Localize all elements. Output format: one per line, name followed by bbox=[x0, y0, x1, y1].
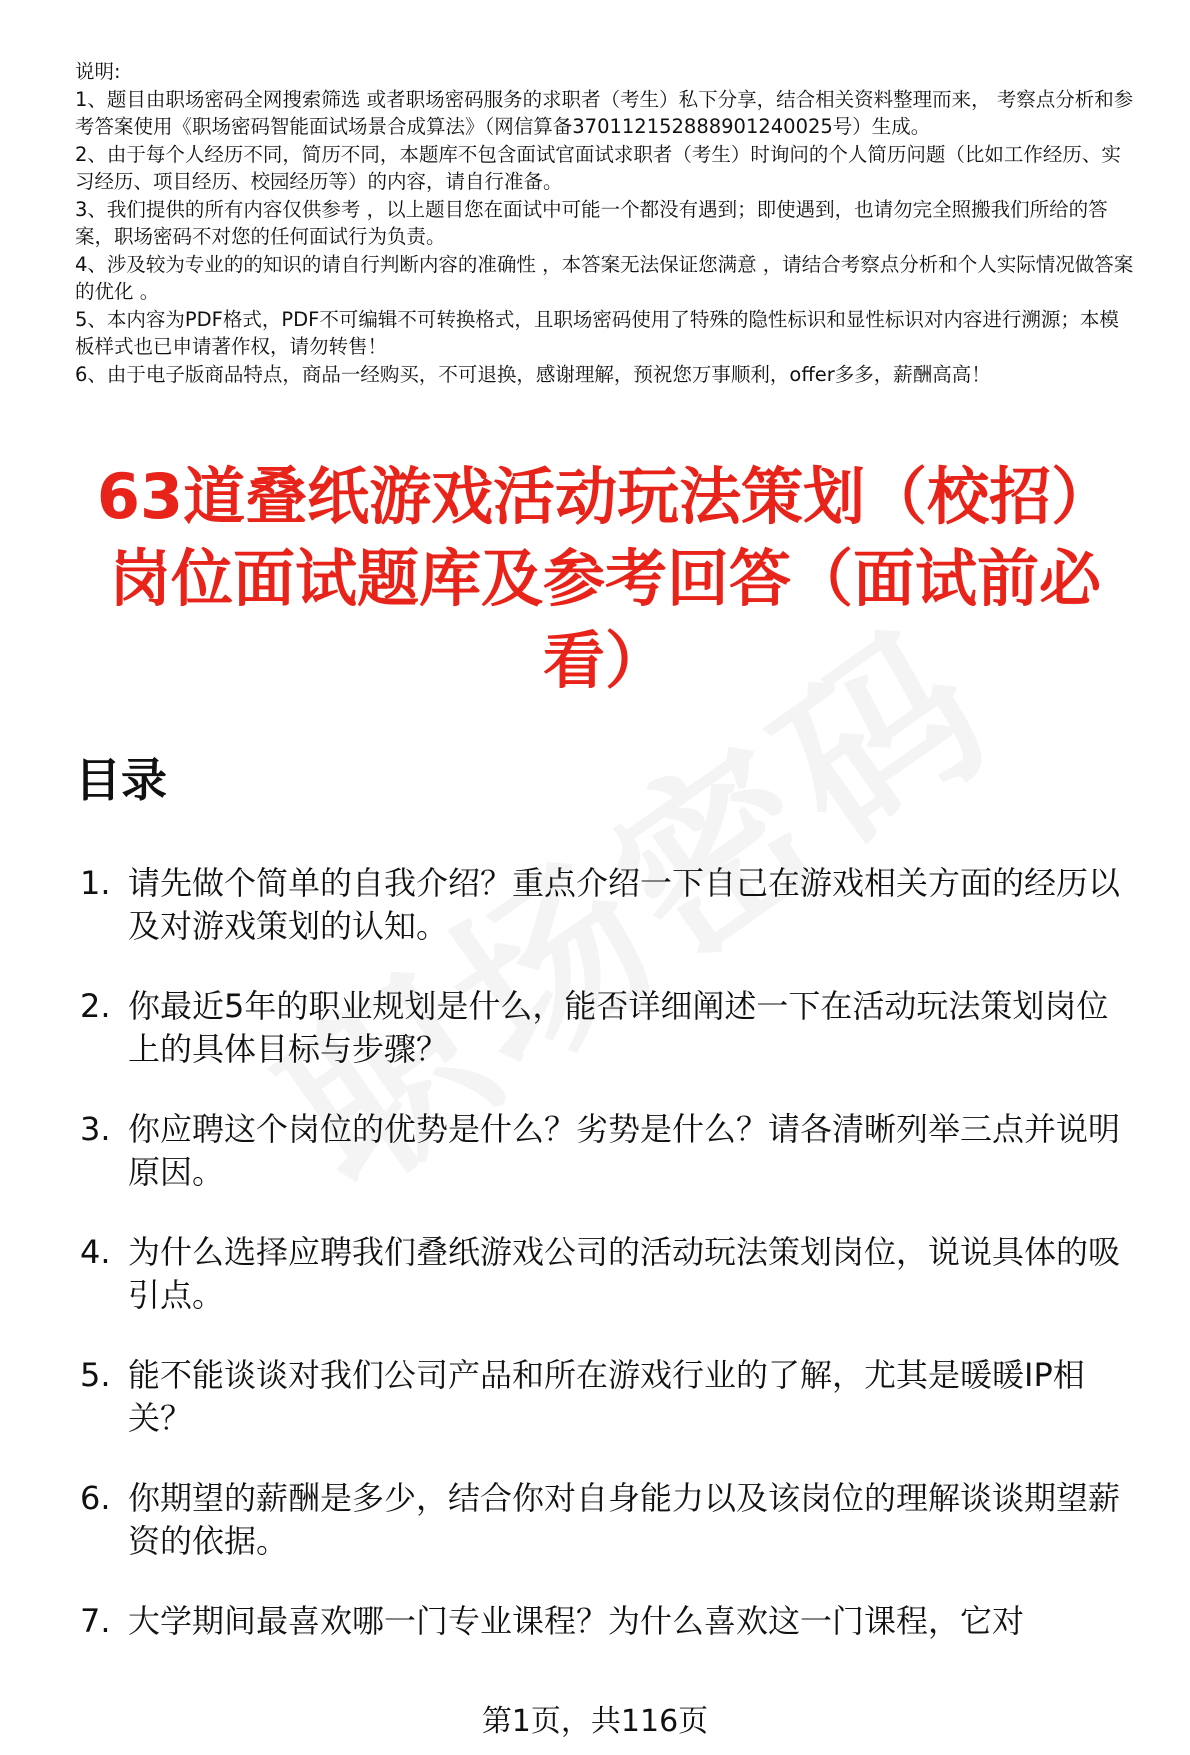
disclaimer-notes bbox=[75, 58, 1135, 388]
note-item-5: 5、本内容为PDF格式，PDF不可编辑不可转换格式，且职场密码使用了特殊的隐性标识和显性标识对内容进行溯源；本模板样式也已申请著作权，请勿转售！ bbox=[75, 307, 1119, 358]
document-title: 63道叠纸游戏活动玩法策划（校招）岗位面试题库及参考回答（面试前必看） bbox=[96, 460, 1114, 697]
toc-item-text: 为什么选择应聘我们叠纸游戏公司的活动玩法策划岗位，说说具体的吸引点。 bbox=[128, 1233, 1121, 1314]
toc-item-text: 你期望的薪酬是多少，结合你对自身能力以及该岗位的理解谈谈期望薪资的依据。 bbox=[128, 1479, 1121, 1560]
note-item-3: 3、我们提供的所有内容仅供参考 ，以上题目您在面试中可能一个都没有遇到；即使遇到，也请勿完全照搬我们所给的答案，职场密码不对您的任何面试行为负责。 bbox=[75, 197, 1108, 248]
toc-item-text: 请先做个简单的自我介绍？重点介绍一下自己在游戏相关方面的经历以及对游戏策划的认知。 bbox=[128, 864, 1121, 945]
toc-item-text: 大学期间最喜欢哪一门专业课程？为什么喜欢这一门课程，它对 bbox=[128, 1602, 1025, 1640]
toc-item-number: 3. bbox=[80, 1110, 111, 1148]
note-item-2: 2、由于每个人经历不同，简历不同，本题库不包含面试官面试求职者（考生）时询问的个人简历问题（比如工作经历、实习经历、项目经历、校园经历等）的内容，请自行准备。 bbox=[75, 142, 1121, 193]
toc-item-5[interactable] bbox=[75, 1354, 1135, 1440]
toc-item-number: 5. bbox=[80, 1356, 111, 1394]
toc-item-number: 1. bbox=[80, 864, 111, 902]
notes-heading: 说明: bbox=[75, 60, 121, 83]
note-item-4: 4、涉及较为专业的的知识的请自行判断内容的准确性 ，本答案无法保证您满意 ，请结合考察点分析和个人实际情况做答案的优化 。 bbox=[75, 252, 1134, 303]
toc-heading: 目录 bbox=[75, 753, 167, 807]
toc-list bbox=[75, 862, 1135, 1643]
toc-item-2[interactable] bbox=[75, 985, 1135, 1071]
toc-item-number: 4. bbox=[80, 1233, 111, 1271]
note-item-6: 6、由于电子版商品特点，商品一经购买，不可退换，感谢理解，预祝您万事顺利，offer多多，薪酬高高！ bbox=[75, 362, 991, 386]
toc-item-1[interactable] bbox=[75, 862, 1135, 948]
toc-item-text: 你最近5年的职业规划是什么，能否详细阐述一下在活动玩法策划岗位上的具体目标与步骤？ bbox=[128, 987, 1109, 1068]
toc-item-3[interactable] bbox=[75, 1108, 1135, 1194]
toc-item-number: 6. bbox=[80, 1479, 111, 1517]
toc-item-text: 你应聘这个岗位的优势是什么？劣势是什么？请各清晰列举三点并说明原因。 bbox=[128, 1110, 1121, 1191]
toc-item-7[interactable] bbox=[75, 1600, 1135, 1643]
toc-item-text: 能不能谈谈对我们公司产品和所在游戏行业的了解，尤其是暖暖IP相关？ bbox=[128, 1356, 1085, 1437]
toc-item-number: 7. bbox=[80, 1602, 111, 1640]
toc-item-6[interactable] bbox=[75, 1477, 1135, 1563]
toc-item-4[interactable] bbox=[75, 1231, 1135, 1317]
toc-item-number: 2. bbox=[80, 987, 111, 1025]
page-footer: 第1页，共116页 bbox=[481, 1704, 709, 1739]
note-item-1: 1、题目由职场密码全网搜索筛选 或者职场密码服务的求职者（考生）私下分享，结合相关资料整理而来， 考察点分析和参考答案使用《职场密码智能面试场景合成算法》（网信算备370112152888901240025号）生成。 bbox=[75, 87, 1134, 138]
